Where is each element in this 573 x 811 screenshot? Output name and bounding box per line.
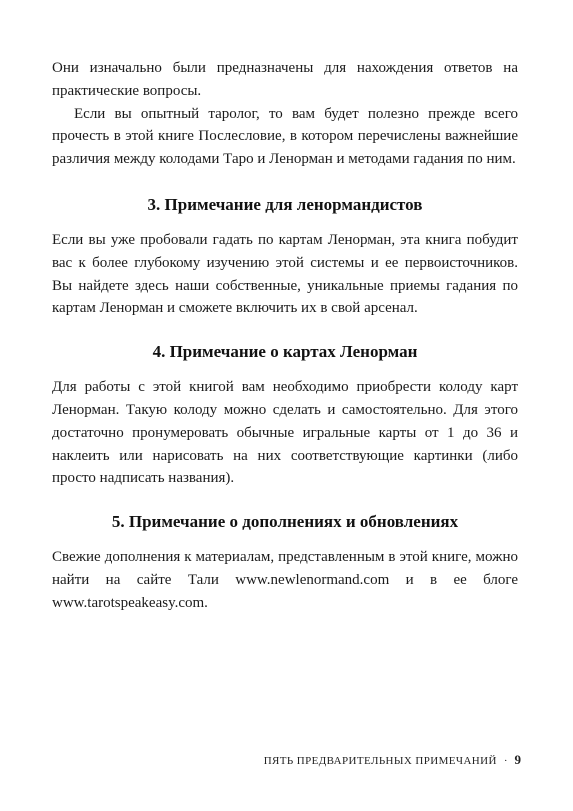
page-footer	[264, 752, 521, 768]
running-head: ПЯТЬ ПРЕДВАРИТЕЛЬНЫХ ПРИМЕЧАНИЙ	[263, 755, 497, 767]
footer-separator: ·	[503, 755, 508, 767]
section-heading-note-updates: 5. Примечание о дополнениях и обновлениях	[111, 512, 459, 532]
intro-paragraph-continuation: Они изначально были предназначены для нахождения ответов на практические вопросы.	[52, 60, 518, 99]
section-text-note-lenormand-cards: Для работы с этой книгой вам необходимо приобрести колоду карт Ленорман. Такую колоду можно сделать и самостоятельно. Для этого достаточно пронумеровать обычные игральные карты от 1 до 36 и наклеить или нарисовать на них соответствующие картинки (либо просто надписать названия).	[52, 379, 518, 487]
intro-paragraph-tarot-readers: Если вы опытный таролог, то вам будет полезно прежде всего прочесть в этой книге Послесловие, в котором перечислены важнейшие различия между колодами Таро и Ленорман и методами гадания по ним.	[52, 105, 518, 168]
section-text-note-updates: Свежие дополнения к материалам, представленным в этой книге, можно найти на сайте Тали www.newlenormand.com и в ее блоге www.tarotspeakeasy.com.	[52, 549, 518, 611]
section-heading-note-lenormand-readers: 3. Примечание для ленормандистов	[147, 194, 423, 214]
section-heading-note-lenormand-cards: 4. Примечание о картах Ленорман	[152, 342, 418, 362]
page-number: 9	[514, 752, 521, 767]
book-page	[52, 57, 518, 615]
section-text-note-lenormand-readers: Если вы уже пробовали гадать по картам Ленорман, эта книга побудит вас к более глубокому изучению этой системы и ее первоисточников. Вы найдете здесь наши собственные, уникальные приемы гадания по картам Ленорман и сможете включить их в свой арсенал.	[52, 231, 518, 317]
